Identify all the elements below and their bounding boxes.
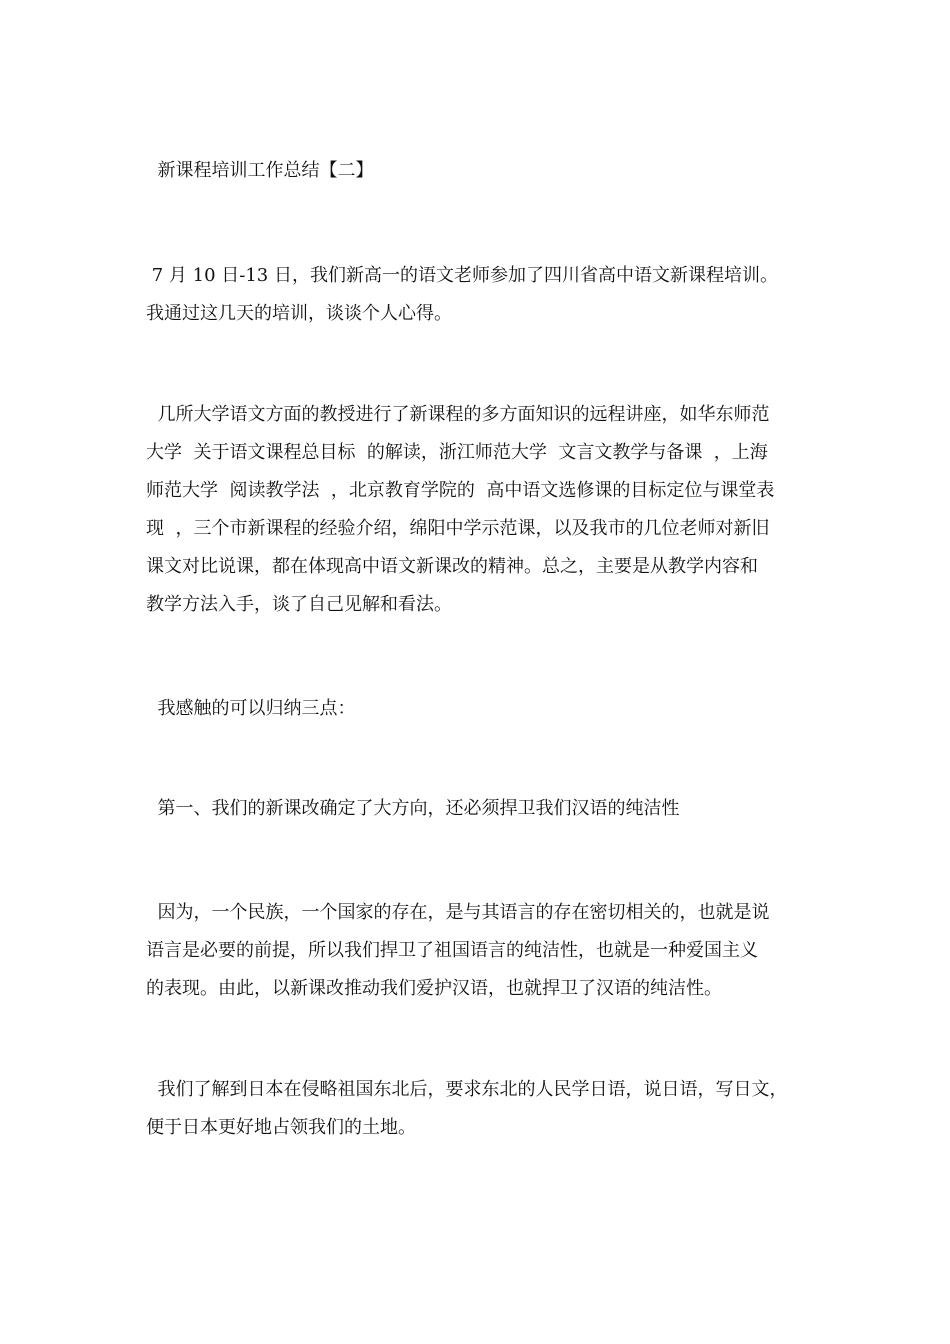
paragraph-line: 便于日本更好地占领我们的土地。 (146, 1117, 416, 1138)
paragraph-line: 第一、我们的新课改确定了大方向，还必须捍卫我们汉语的纯洁性 (146, 798, 680, 819)
paragraph-line: 教学方法入手，谈了自己见解和看法。 (146, 594, 452, 615)
paragraph-line: 因为，一个民族，一个国家的存在，是与其语言的存在密切相关的，也就是说 (146, 902, 770, 923)
paragraph-line: 大学 关于语文课程总目标 的解读，浙江师范大学 文言文教学与备课 ，上海 (146, 442, 768, 463)
paragraph-line: 的表现。由此，以新课改推动我们爱护汉语，也就捍卫了汉语的纯洁性。 (146, 978, 722, 999)
paragraph-line: 语言是必要的前提，所以我们捍卫了祖国语言的纯洁性，也就是一种爱国主义 (146, 940, 758, 961)
paragraph-line: 师范大学 阅读教学法 ，北京教育学院的 高中语文选修课的目标定位与课堂表 (146, 480, 775, 501)
document-title: 新课程培训工作总结【二】 (146, 160, 374, 181)
paragraph-line: 现 ，三个市新课程的经验介绍，绵阳中学示范课，以及我市的几位老师对新旧 (146, 518, 770, 539)
paragraph-line: 我们了解到日本在侵略祖国东北后，要求东北的人民学日语，说日语，写日文， (146, 1079, 788, 1100)
paragraph-line: 我感触的可以归纳三点： (146, 698, 356, 719)
paragraph-line: 课文对比说课，都在体现高中语文新课改的精神。总之，主要是从教学内容和 (146, 556, 758, 577)
paragraph-line: 我通过这几天的培训，谈谈个人心得。 (146, 303, 452, 324)
paragraph-line: 几所大学语文方面的教授进行了新课程的多方面知识的远程讲座，如华东师范 (146, 404, 770, 425)
paragraph-line: 7 月 10 日-13 日，我们新高一的语文老师参加了四川省高中语文新课程培训。 (146, 265, 778, 286)
